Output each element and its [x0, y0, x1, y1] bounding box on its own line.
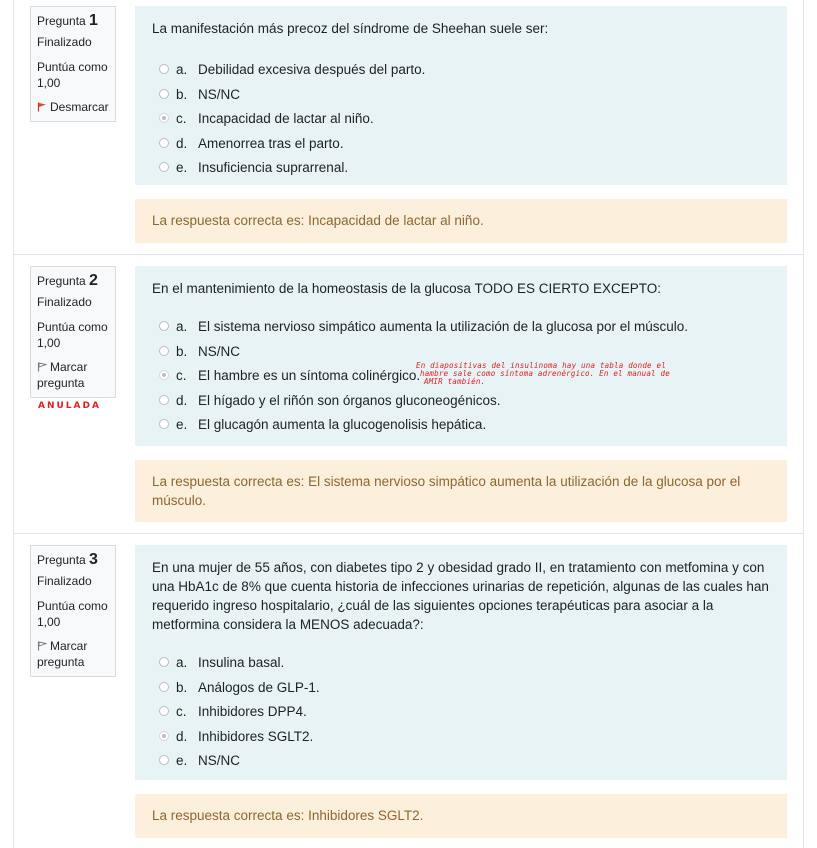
- flag-question-button[interactable]: Marcar pregunta: [37, 639, 88, 669]
- question-text: En el mantenimiento de la homeostasis de la glucosa TODO ES CIERTO EXCEPTO:: [152, 281, 661, 296]
- radio-button[interactable]: [159, 395, 169, 405]
- radio-button[interactable]: [159, 346, 169, 356]
- answer-option[interactable]: d. Amenorrea tras el parto.: [152, 135, 770, 160]
- question-text: La manifestación más precoz del síndrome de Sheehan suele ser:: [152, 21, 549, 36]
- handwritten-anulada-stamp: ANULADA: [38, 401, 101, 411]
- correct-answer-feedback: La respuesta correcta es: Incapacidad de lactar al niño.: [135, 199, 787, 243]
- answer-option[interactable]: a. El sistema nervioso simpático aumenta la utilización de la glucosa por el músculo.: [152, 318, 770, 343]
- radio-button-checked[interactable]: [159, 731, 169, 741]
- radio-button[interactable]: [159, 682, 169, 692]
- radio-button[interactable]: [159, 138, 169, 148]
- answer-option[interactable]: e. El glucagón aumenta la glucogenolisis hepática.: [152, 416, 770, 441]
- radio-button[interactable]: [159, 755, 169, 765]
- radio-button[interactable]: [159, 64, 169, 74]
- answer-option[interactable]: b. NS/NC: [152, 343, 770, 368]
- radio-button[interactable]: [159, 321, 169, 331]
- answer-option-selected[interactable]: c. Incapacidad de lactar al niño.: [152, 110, 770, 135]
- question-number: Pregunta 3: [37, 551, 98, 568]
- question-grade: Puntúa como 1,00: [37, 320, 108, 350]
- answer-option[interactable]: a. Debilidad excesiva después del parto.: [152, 61, 770, 86]
- answer-option[interactable]: e. NS/NC: [152, 752, 770, 777]
- answer-option-selected[interactable]: d. Inhibidores SGLT2.: [152, 728, 770, 753]
- question-3-content: [135, 545, 787, 780]
- radio-button-checked[interactable]: [159, 370, 169, 380]
- page-border-left: [13, 0, 14, 848]
- flag-outline-icon: [37, 641, 47, 651]
- radio-button[interactable]: [159, 162, 169, 172]
- page-border-right: [803, 0, 804, 848]
- question-text: En una mujer de 55 años, con diabetes tipo 2 y obesidad grado II, en tratamiento con metfomina y con una HbA1c de 8% que cuenta historia de infecciones urinarias de repetición, algunas de las cuales han requerido ingreso hospitalario, ¿cuál de las siguientes opciones terapéuticas para asociar a la metformina considera la MENOS adecuada?:: [152, 560, 769, 632]
- question-2-info: [30, 266, 116, 398]
- question-2-content: [135, 266, 787, 446]
- flag-filled-icon: [37, 102, 47, 112]
- answer-option[interactable]: b. Análogos de GLP-1.: [152, 679, 770, 704]
- question-divider: [14, 254, 803, 255]
- answer-option[interactable]: d. El hígado y el riñón son órganos gluconeogénicos.: [152, 392, 770, 417]
- question-state: Finalizado: [37, 574, 92, 588]
- handwritten-annotation: En diapositivas del insulinoma hay una tabla donde el hambre sale como síntoma adrenérgico. En el manual de AMIR también.: [416, 361, 670, 386]
- question-state: Finalizado: [37, 35, 92, 49]
- flag-outline-icon: [37, 362, 47, 372]
- correct-answer-feedback: La respuesta correcta es: Inhibidores SGLT2.: [135, 794, 787, 838]
- unflag-button[interactable]: Desmarcar: [37, 99, 115, 115]
- answer-option[interactable]: c. Inhibidores DPP4.: [152, 703, 770, 728]
- question-divider: [14, 533, 803, 534]
- question-number: Pregunta 2: [37, 272, 98, 289]
- flag-question-button[interactable]: Marcar pregunta: [37, 360, 88, 390]
- answer-list: [152, 654, 770, 777]
- answer-option[interactable]: a. Insulina basal.: [152, 654, 770, 679]
- radio-button[interactable]: [159, 89, 169, 99]
- radio-button[interactable]: [159, 419, 169, 429]
- answer-option[interactable]: e. Insuficiencia suprarrenal.: [152, 159, 770, 184]
- question-number: Pregunta 1: [37, 12, 98, 29]
- radio-button[interactable]: [159, 706, 169, 716]
- question-1-content: [135, 6, 787, 185]
- question-state: Finalizado: [37, 295, 92, 309]
- answer-list: [152, 61, 770, 184]
- correct-answer-feedback: La respuesta correcta es: El sistema nervioso simpático aumenta la utilización de la glucosa por el músculo.: [135, 460, 787, 522]
- answer-option[interactable]: b. NS/NC: [152, 86, 770, 111]
- radio-button-checked[interactable]: [159, 113, 169, 123]
- question-3-info: [30, 545, 116, 677]
- radio-button[interactable]: [159, 657, 169, 667]
- answer-option-selected[interactable]: c. El hambre es un síntoma colinérgico.: [152, 367, 770, 392]
- question-1-info: [30, 6, 116, 122]
- question-grade: Puntúa como 1,00: [37, 599, 108, 629]
- question-grade: Puntúa como 1,00: [37, 60, 108, 90]
